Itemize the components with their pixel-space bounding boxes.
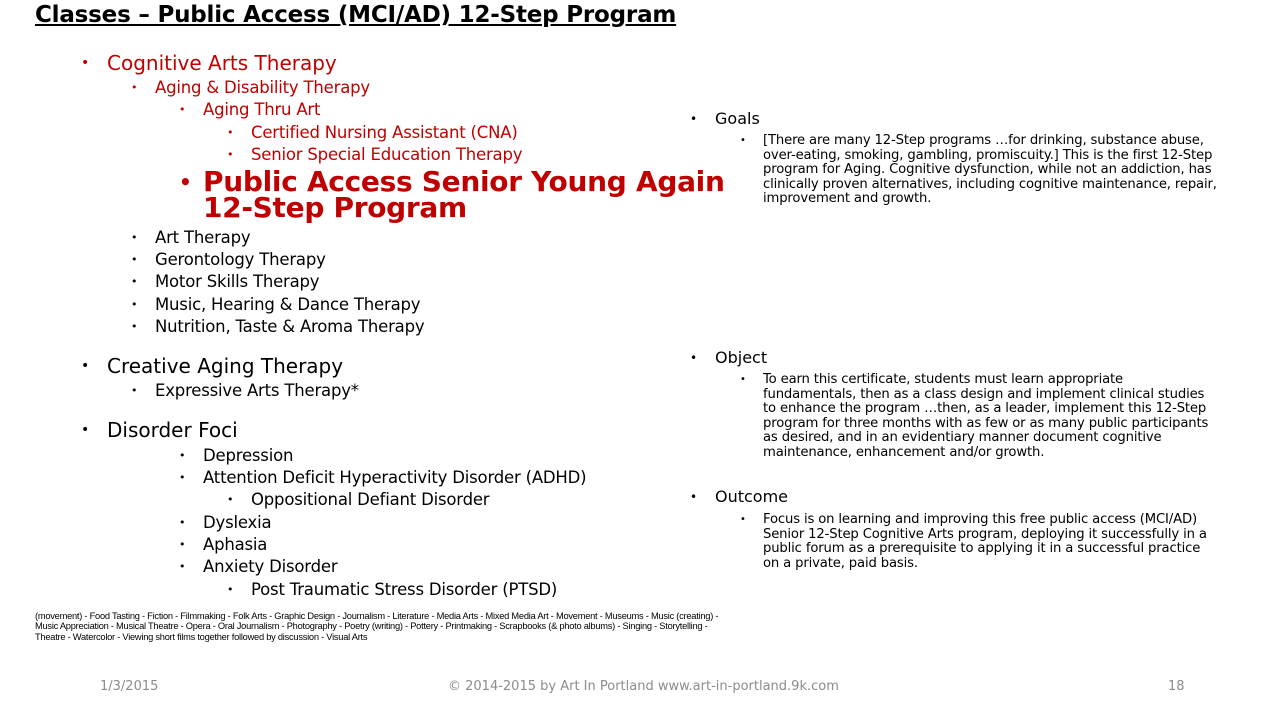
bullet-icon: • bbox=[131, 320, 138, 333]
list-item-aphasia bbox=[179, 534, 268, 556]
object-text bbox=[740, 372, 1219, 461]
list-item-label: Dyslexia bbox=[203, 513, 272, 532]
list-item-label: Oppositional Defiant Disorder bbox=[251, 490, 490, 509]
bullet-icon: • bbox=[179, 516, 186, 529]
list-item-label: Senior Special Education Therapy bbox=[251, 145, 523, 164]
footer-page-number: 18 bbox=[1168, 679, 1185, 694]
list-item-odd bbox=[227, 489, 490, 511]
bullet-icon: • bbox=[740, 514, 746, 525]
list-item-aging-thru-art bbox=[179, 99, 321, 121]
list-item-label: Art Therapy bbox=[155, 228, 251, 247]
list-item-depression bbox=[179, 445, 294, 467]
list-item-label: Disorder Foci bbox=[107, 418, 238, 442]
list-item-label-line1: Public Access Senior Young Again bbox=[203, 165, 725, 198]
list-item-label: Certified Nursing Assistant (CNA) bbox=[251, 123, 518, 142]
bullet-icon: • bbox=[81, 358, 90, 374]
bullet-icon: • bbox=[81, 422, 90, 438]
bullet-icon: • bbox=[740, 374, 746, 385]
list-item-disorder-foci bbox=[81, 417, 238, 443]
bullet-icon: • bbox=[179, 560, 186, 573]
bullet-icon: • bbox=[179, 170, 192, 194]
object-text-body: To earn this certificate, students must learn appropriate fundamentals, then as a class design and implement clinical studies to enhance the program …then, as a leader, implement this 12-Step program for three months with as few or as many public participants as desired, and in an evidentiary manner document cognitive maintenance, enhancement and/or growth. bbox=[763, 372, 1209, 460]
bullet-icon: • bbox=[227, 126, 234, 139]
list-item-art-therapy bbox=[131, 227, 251, 249]
goals-heading-label: Goals bbox=[715, 109, 760, 128]
bullet-icon: • bbox=[179, 538, 186, 551]
list-item-anxiety bbox=[179, 556, 338, 578]
footer-copyright: © 2014-2015 by Art In Portland www.art-in-portland.9k.com bbox=[448, 679, 839, 694]
footnote: (movement) - Food Tasting - Fiction - Filmmaking - Folk Arts - Graphic Design - Journalism - Literature - Media Arts - Mixed Media Art - Movement - Museums - Music (creating) - Music Appreciation - Musical Theatre - Opera - Oral Journalism - Photography - Poetry (writing) - Pottery - Printmaking - Scrapbooks (& photo albums) - Singing - Storytelling - Theatre - Watercolor - Viewing short films together followed by discussion - Visual Arts bbox=[35, 611, 719, 642]
list-item-label: Nutrition, Taste & Aroma Therapy bbox=[155, 317, 425, 336]
list-item-label: Depression bbox=[203, 446, 294, 465]
bullet-icon: • bbox=[227, 493, 234, 506]
list-item-label: Cognitive Arts Therapy bbox=[107, 51, 337, 75]
list-item-label: Music, Hearing & Dance Therapy bbox=[155, 295, 421, 314]
list-item-label: Gerontology Therapy bbox=[155, 250, 326, 269]
outcome-heading-label: Outcome bbox=[715, 487, 789, 506]
list-item-label: Aging Thru Art bbox=[203, 100, 321, 119]
bullet-icon: • bbox=[690, 490, 698, 504]
goals-text-body: [There are many 12-Step programs …for drinking, substance abuse, over-eating, smoking, gambling, promiscuity.] This is the first 12-Step program for Aging. Cognitive dysfunction, while not an addiction, has clinically proven alternatives, including cognitive maintenance, repair, improvement and growth. bbox=[763, 133, 1217, 207]
bullet-icon: • bbox=[131, 253, 138, 266]
object-heading-label: Object bbox=[715, 348, 768, 367]
bullet-icon: • bbox=[227, 583, 234, 596]
list-item-ptsd bbox=[227, 579, 558, 601]
bullet-icon: • bbox=[131, 384, 138, 397]
bullet-icon: • bbox=[131, 81, 138, 94]
goals-text bbox=[740, 133, 1219, 207]
bullet-icon: • bbox=[131, 298, 138, 311]
bullet-icon: • bbox=[179, 103, 186, 116]
list-item-label: Motor Skills Therapy bbox=[155, 272, 320, 291]
footer-date: 1/3/2015 bbox=[100, 679, 159, 694]
list-item-label: Expressive Arts Therapy* bbox=[155, 381, 359, 400]
bullet-icon: • bbox=[131, 231, 138, 244]
list-item-label: Aging & Disability Therapy bbox=[155, 78, 370, 97]
bullet-icon: • bbox=[179, 471, 186, 484]
list-item-cna bbox=[227, 122, 518, 144]
list-item-gerontology bbox=[131, 249, 326, 271]
outcome-heading bbox=[690, 486, 789, 508]
list-item-label: Aphasia bbox=[203, 535, 268, 554]
list-item-expressive-arts bbox=[131, 380, 359, 402]
page-title: Classes – Public Access (MCI/AD) 12-Step Program bbox=[35, 2, 677, 28]
bullet-icon: • bbox=[740, 135, 746, 146]
list-item-music-hearing bbox=[131, 294, 421, 316]
goals-heading bbox=[690, 108, 760, 130]
list-item-dyslexia bbox=[179, 512, 272, 534]
object-heading bbox=[690, 347, 768, 369]
list-item-label: Attention Deficit Hyperactivity Disorder (ADHD) bbox=[203, 468, 587, 487]
list-item-public-access-program bbox=[179, 165, 725, 224]
outcome-text-body: Focus is on learning and improving this free public access (MCI/AD) Senior 12-Step Cognitive Arts program, deploying it successfully in a public forum as a prerequisite to applying it in a successful practice on a private, paid basis. bbox=[763, 512, 1207, 571]
list-item-adhd bbox=[179, 467, 587, 489]
bullet-icon: • bbox=[81, 55, 90, 71]
bullet-icon: • bbox=[131, 275, 138, 288]
list-item-label-line2: 12-Step Program bbox=[203, 191, 467, 224]
list-item-motor-skills bbox=[131, 271, 320, 293]
list-item-cognitive-arts bbox=[81, 50, 337, 76]
bullet-icon: • bbox=[690, 112, 698, 126]
bullet-icon: • bbox=[690, 351, 698, 365]
bullet-icon: • bbox=[227, 148, 234, 161]
list-item-creative-aging bbox=[81, 353, 344, 379]
list-item-senior-special-ed bbox=[227, 144, 523, 166]
bullet-icon: • bbox=[179, 449, 186, 462]
list-item-label: Creative Aging Therapy bbox=[107, 354, 344, 378]
outcome-text bbox=[740, 512, 1219, 571]
list-item-label: Anxiety Disorder bbox=[203, 557, 338, 576]
list-item-label: Post Traumatic Stress Disorder (PTSD) bbox=[251, 580, 558, 599]
list-item-nutrition bbox=[131, 316, 425, 338]
list-item-aging-disability bbox=[131, 77, 370, 99]
